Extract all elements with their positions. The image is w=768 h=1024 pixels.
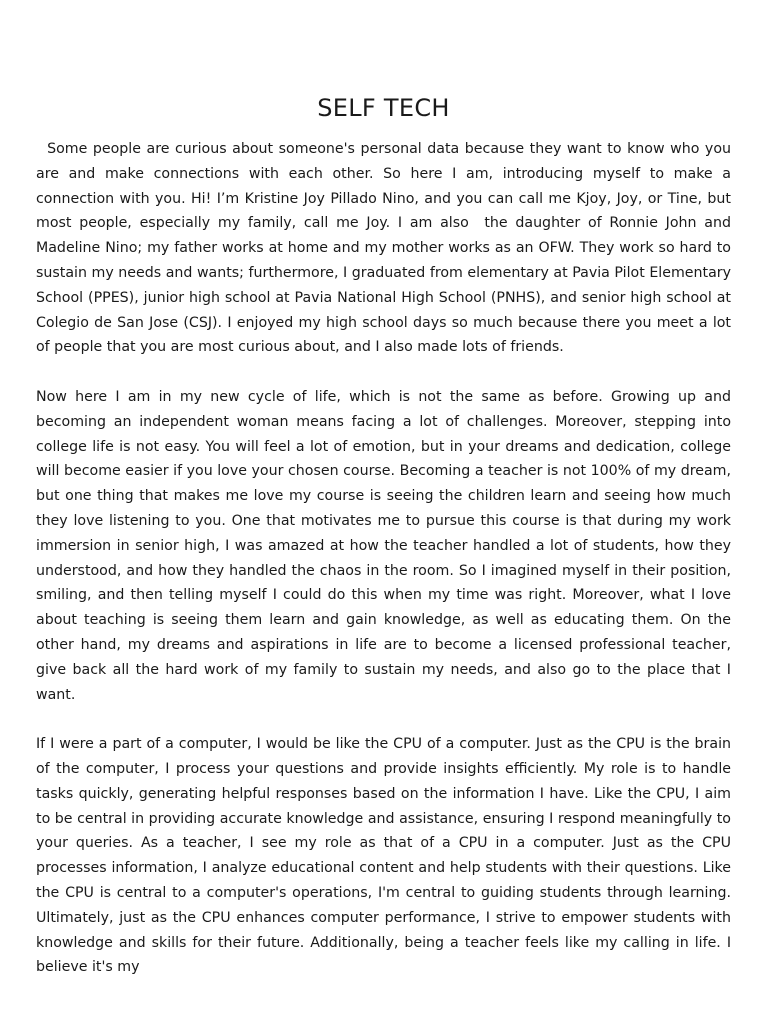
document-page xyxy=(36,0,736,1024)
paragraph-cpu-analogy: If I were a part of a computer, I would be like the CPU of a computer. Just as the CPU is the brain of the computer, I process your questions and provide insights efficiently. My role is to handle tasks quickly, generating helpful responses based on the information I have. Like the CPU, I aim to be central in providing accurate knowledge and assistance, ensuring I respond meaningfully to your queries. As a teacher, I see my role as that of a CPU in a computer. Just as the CPU processes information, I analyze educational content and help students with their questions. Like the CPU is central to a computer's operations, I'm central to guiding students through learning. Ultimately, just as the CPU enhances computer performance, I strive to empower students with knowledge and skills for their future. Additionally, being a teacher feels like my calling in life. I believe it's my xyxy=(36,736,736,976)
paragraph-introduction: Some people are curious about someone's personal data because they want to know who you are and make connections with each other. So here I am, introducing myself to make a connection with you. Hi! I’m Kristine Joy Pillado Nino, and you can call me Kjoy, Joy, or Tine, but most people, especially my family, call me Joy. I am also the daughter of Ronnie John and Madeline Nino; my father works at home and my mother works as an OFW. They work so hard to sustain my needs and wants; furthermore, I graduated from elementary at Pavia Pilot Elementary School (PPES), junior high school at Pavia National High School (PNHS), and senior high school at Colegio de San Jose (CSJ). I enjoyed my high school days so much because there you meet a lot of people that you are most curious about, and I also made lots of friends. xyxy=(36,141,736,356)
document-title: SELF TECH xyxy=(317,94,450,122)
paragraph-new-cycle: Now here I am in my new cycle of life, which is not the same as before. Growing up and becoming an independent woman means facing a lot of challenges. Moreover, stepping into college life is not easy. You will feel a lot of emotion, but in your dreams and dedication, college will become easier if you love your chosen course. Becoming a teacher is not 100% of my dream, but one thing that makes me love my course is seeing the children learn and seeing how much they love listening to you. One that motivates me to pursue this course is that during my work immersion in senior high, I was amazed at how the teacher handled a lot of students, how they understood, and how they handled the chaos in the room. So I imagined myself in their position, smiling, and then telling myself I could do this when my time was right. Moreover, what I love about teaching is seeing them learn and gain knowledge, as well as educating them. On the other hand, my dreams and aspirations in life are to become a licensed professional teacher, give back all the hard work of my family to sustain my needs, and also go to the place that I want. xyxy=(36,388,736,703)
